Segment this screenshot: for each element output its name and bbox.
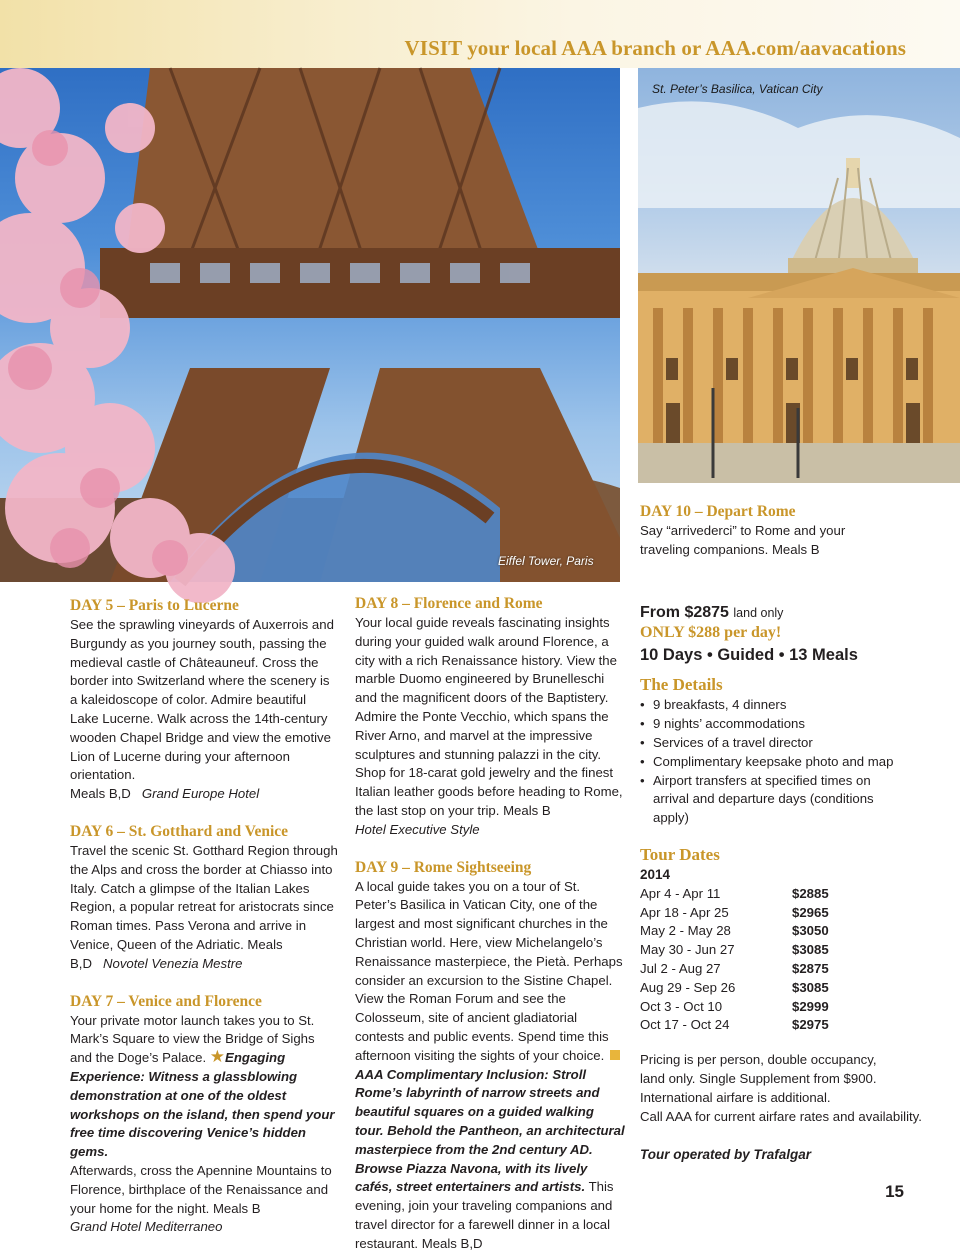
day10-title: DAY 10 – Depart Rome [640,503,796,520]
date-range: Aug 29 - Sep 26 [640,979,736,995]
itinerary-column-left [70,596,338,1237]
day7-text-start: Your private motor launch takes you to St. Mark’s Square to view the Bridge of Sighs and the Doge’s Palace. [70,1012,315,1066]
tour-operator: Tour operated by Trafalgar [640,1147,812,1163]
page-number: 15 [885,1182,904,1201]
star-icon: ★ [209,1047,226,1067]
table-row [640,960,829,979]
day7-hotel: Grand Hotel Mediterraneo [70,1219,223,1235]
day7-text-end: Afterwards, cross the Apennine Mountains to Florence, birthplace of the Renaissance and your home for the night. Meals B [70,1162,332,1216]
date-price: $2875 [792,960,829,976]
date-range: Apr 4 - Apr 11 [640,885,721,901]
details-item: • Airport transfers at specified times on arrival and departure days (conditions apply) [640,772,910,828]
day9-text-start: A local guide takes you on a tour of St. Peter’s Basilica in Vatican City, one of the largest and most significant churches in the Christian world. Here, view Michelangelo’s Renaissance masterpiece, the Pietà. Perhaps consider an excursion to the Sistine Chapel. View the Roman Forum and see the Colosseum, site of ancient gladiatorial contests and public events. Spend time this afternoon visiting the sights of your choice. [355,878,623,1063]
date-price: $2999 [792,998,829,1014]
tour-year: 2014 [640,866,671,882]
date-price: $3085 [792,979,829,995]
details-item: • Services of a travel director [640,734,940,753]
price-from [640,604,940,623]
date-range: Oct 17 - Oct 24 [640,1017,730,1033]
day7-title: DAY 7 – Venice and Florence [70,992,262,1010]
day7-engaging-experience: Engaging Experience: Witness a glassblowing demonstration at one of the oldest workshops on the island, then spend your free time discovering Venice’s hidden gems. [70,1050,335,1160]
visit-aaa-link[interactable]: VISIT your local AAA branch or AAA.com/aavacations [404,36,906,60]
day8-text: Your local guide reveals fascinating insights during your guided walk around Florence, a city with a rich Renaissance history. View the marble Duomo engineered by Brunelleschi and the magnificent doors of the Baptistery. Admire the Ponte Vecchio, which spans the River Arno, and marvel at the impressive sculptures and stunning palazzi in the city. Shop for 18-carat gold jewelry and the finest Italian leather goods before heading to Rome, the last stop on your trip. Meals B [355,615,623,818]
table-row [640,941,829,960]
details-item: • 9 nights’ accommodations [640,715,940,734]
details-item: • 9 breakfasts, 4 dinners [640,696,940,715]
date-range: Apr 18 - Apr 25 [640,904,729,920]
square-bullet-icon [610,1050,620,1060]
day8-body [355,614,625,840]
tour-summary: 10 Days • Guided • 13 Meals [640,646,858,665]
eiffel-tower-photo [0,68,620,582]
itinerary-column-middle [355,594,625,1254]
basilica-illustration [638,68,960,483]
day9-title: DAY 9 – Rome Sightseeing [355,858,532,876]
price-per-day: ONLY $288 per day! [640,624,782,642]
day6-body [70,842,338,974]
date-price: $2965 [792,904,829,920]
rome-caption: St. Peter’s Basilica, Vatican City [652,82,823,96]
tour-dates-heading: Tour Dates [640,844,720,864]
day9-text-end: This evening, join your traveling companions and travel director for a farewell dinner in a local restaurant. Meals B,D [355,1179,614,1251]
day6-meals: Meals B,D [70,936,283,971]
details-item: • Complimentary keepsake photo and map [640,753,940,772]
date-range: May 2 - May 28 [640,923,731,939]
pricing-column [640,502,940,1165]
date-range: May 30 - Jun 27 [640,942,735,958]
table-row [640,922,829,941]
date-price: $2975 [792,1017,829,1033]
date-price: $3050 [792,923,829,939]
day9-body [355,878,625,1254]
price-from-value: From $2875 [640,603,729,621]
day6-hotel: Novotel Venezia Mestre [102,955,243,971]
day8-title: DAY 8 – Florence and Rome [355,595,543,612]
date-range: Jul 2 - Aug 27 [640,960,721,976]
price-land-only: land only [733,605,784,620]
day9-aaa-inclusion: AAA Complimentary Inclusion: Stroll Rome’s labyrinth of narrow streets and beautiful squares on a guided walking tour. Behold the Pantheon, an architectural masterpiece from the 2nd century AD. Browse Piazza Navona, with its lively cafés, street entertainers and artists. [355,1066,625,1195]
day5-body [70,616,338,804]
pricing-note-line: Pricing is per person, double occupancy, [640,1052,877,1068]
day10-body: Say “arrivederci” to Rome and your traveling companions. Meals B [640,523,846,557]
table-row [640,1016,829,1035]
details-heading: The Details [640,675,723,695]
pricing-note-line: Call AAA for current airfare rates and availability. [640,1108,922,1124]
st-peters-basilica-photo [638,68,960,483]
day5-title: DAY 5 – Paris to Lucerne [70,597,239,614]
pricing-note-line: International airfare is additional. [640,1089,831,1105]
tour-dates-table [640,885,829,1035]
date-price: $2885 [792,885,829,901]
day6-title: DAY 6 – St. Gotthard and Venice [70,822,289,840]
day5-meals: Meals B,D [70,786,131,802]
day5-hotel: Grand Europe Hotel [141,786,260,802]
eiffel-tower-illustration [0,68,620,582]
day8-hotel: Hotel Executive Style [355,821,480,837]
eiffel-caption: Eiffel Tower, Paris [498,554,594,568]
table-row [640,979,829,998]
table-row [640,904,829,923]
pricing-note-line: land only. Single Supplement from $900. [640,1070,877,1086]
date-range: Oct 3 - Oct 10 [640,998,723,1014]
day6-text: Travel the scenic St. Gotthard Region through the Alps and cross the border at Chiasso into Italy. Catch a glimpse of the Italian Lakes Region, a popular retreat for aristocrats since Roman times. Pass Verona and arrive in Venice, Queen of the Adriatic. [70,842,338,952]
table-row [640,885,829,904]
details-list [640,696,940,828]
day5-text: See the sprawling vineyards of Auxerrois and Burgundy as you journey south, passing the medieval castle of Châteauneuf. Cross the border into Switzerland where the scenery is a kaleidoscope of color. Admire beautiful Lake Lucerne. Walk across the 14th-century wooden Chapel Bridge and view the emotive Lion of Lucerne during your afternoon orientation. [70,617,334,783]
day7-body [70,1012,338,1238]
date-price: $3085 [792,942,829,958]
table-row [640,998,829,1017]
